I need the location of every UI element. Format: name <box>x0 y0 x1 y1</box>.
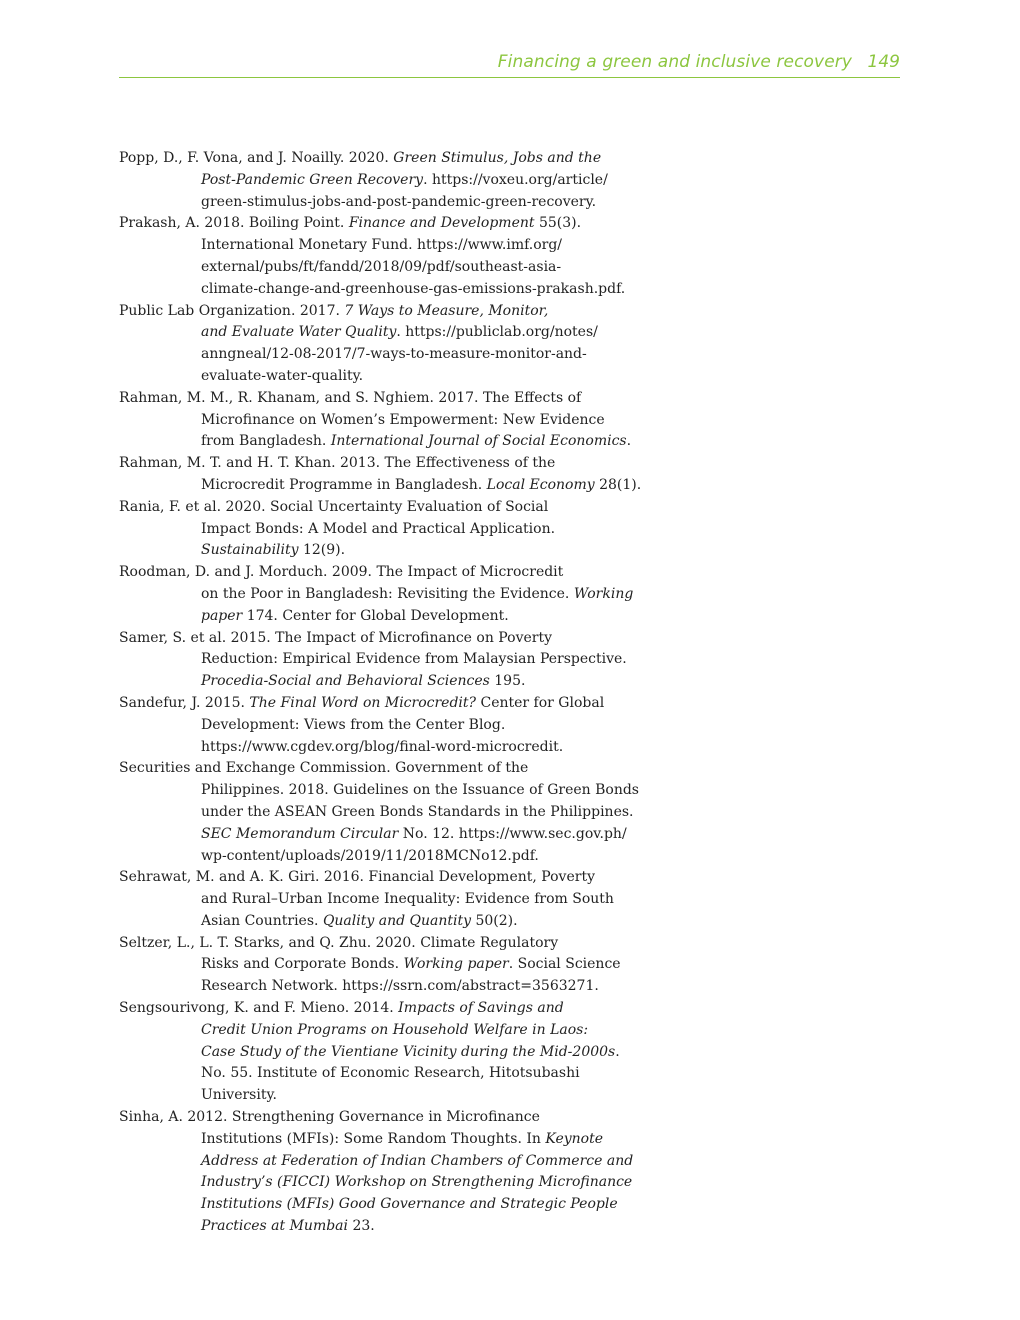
reference-line <box>160 846 619 868</box>
reference-text: climate-change-and-greenhouse-gas-emissions-prakash.pdf. <box>201 280 626 297</box>
reference-text: Rahman, M. T. and H. T. Khan. 2013. The Effectiveness of the <box>119 455 556 472</box>
reference-italic-text: Procedia-Social and Behavioral Sciences <box>201 673 490 690</box>
reference-line <box>160 410 619 432</box>
reference-italic-text: Sustainability <box>201 542 299 559</box>
reference-text: Sinha, A. 2012. Strengthening Governance in Microfinance <box>119 1109 540 1126</box>
reference-text: 12(9). <box>298 542 346 559</box>
reference-line <box>160 954 619 976</box>
reference-line <box>160 1216 619 1238</box>
reference-text: 174. Center for Global Development. <box>242 607 509 624</box>
reference-italic-text: Quality and Quantity <box>322 912 471 929</box>
reference-text: Center for Global <box>476 694 605 711</box>
reference-line <box>160 366 619 388</box>
reference-text: Rania, F. et al. 2020. Social Uncertainty Evaluation of Social <box>119 498 549 515</box>
reference-italic-text: Finance and Development <box>348 215 535 232</box>
reference-line <box>160 431 632 453</box>
reference-text: Research Network. https://ssrn.com/abstract=3563271. <box>201 978 599 995</box>
reference-entry <box>119 148 619 213</box>
reference-line <box>160 1063 619 1085</box>
reference-line <box>160 279 626 301</box>
reference-text: No. 12. https://www.sec.gov.ph/ <box>398 825 627 842</box>
reference-text: . <box>615 1043 620 1060</box>
reference-text: . https://publiclab.org/notes/ <box>396 324 598 341</box>
reference-line <box>160 192 619 214</box>
reference-line <box>160 170 619 192</box>
reference-text: 50(2). <box>471 912 518 929</box>
reference-entry <box>119 388 632 453</box>
reference-line <box>160 824 627 846</box>
reference-text: 55(3). <box>534 215 582 232</box>
reference-line <box>160 1042 619 1064</box>
reference-line <box>160 802 634 824</box>
reference-text: . <box>626 433 632 450</box>
reference-line <box>160 780 639 802</box>
reference-line <box>160 475 642 497</box>
reference-line <box>160 519 619 541</box>
reference-line <box>119 497 619 519</box>
reference-text: Sehrawat, M. and A. K. Giri. 2016. Financial Development, Poverty <box>119 869 595 886</box>
reference-italic-text: 7 Ways to Measure, Monitor, <box>344 302 549 319</box>
reference-italic-text: paper <box>201 607 243 624</box>
reference-line <box>160 649 627 671</box>
reference-line <box>160 1020 619 1042</box>
reference-entry <box>119 933 619 998</box>
reference-text: Reduction: Empirical Evidence from Malaysian Perspective. <box>201 651 627 668</box>
reference-line <box>119 758 619 780</box>
reference-text: Sengsourivong, K. and F. Mieno. 2014. <box>119 1000 399 1017</box>
reference-italic-text: Post-Pandemic Green Recovery <box>201 171 424 188</box>
reference-text: https://www.cgdev.org/blog/final-word-microcredit. <box>201 738 564 755</box>
reference-line <box>160 889 619 911</box>
reference-text: Public Lab Organization. 2017. <box>119 302 345 319</box>
reference-line <box>160 737 619 759</box>
reference-text: 23. <box>348 1218 375 1235</box>
reference-text: Popp, D., F. Vona, and J. Noailly. 2020. <box>119 150 394 166</box>
reference-text: Rahman, M. M., R. Khanam, and S. Nghiem. 2017. The Effects of <box>119 389 582 406</box>
reference-italic-text: International Journal of Social Economics <box>330 433 627 450</box>
reference-text: external/pubs/ft/fandd/2018/09/pdf/southeast-asia- <box>201 258 562 275</box>
reference-line <box>160 322 619 344</box>
reference-italic-text: Institutions (MFIs) Good Governance and Strategic People <box>201 1196 618 1213</box>
reference-line <box>160 671 619 693</box>
reference-entry <box>119 301 619 388</box>
reference-text: 195. <box>489 673 526 690</box>
reference-italic-text: Case Study of the Vientiane Vicinity during the Mid-2000s <box>201 1043 616 1060</box>
reference-line <box>119 867 619 889</box>
reference-italic-text: Industry’s (FICCI) Workshop on Strengthening Microfinance <box>201 1174 633 1191</box>
reference-entry <box>119 628 627 693</box>
reference-text: evaluate-water-quality. <box>201 367 364 384</box>
reference-line <box>160 257 619 279</box>
reference-line <box>160 1194 619 1216</box>
reference-entry <box>119 867 619 932</box>
reference-italic-text: and Evaluate Water Quality <box>201 324 397 341</box>
reference-text: Institutions (MFIs): Some Random Thoughts. In <box>201 1130 546 1147</box>
reference-text: from Bangladesh. <box>201 433 331 450</box>
reference-text: anngneal/12-08-2017/7-ways-to-measure-monitor-and- <box>201 346 587 363</box>
reference-text: Securities and Exchange Commission. Government of the <box>119 760 529 777</box>
reference-entry <box>119 562 634 627</box>
reference-line <box>160 344 619 366</box>
reference-text: Seltzer, L., L. T. Starks, and Q. Zhu. 2020. Climate Regulatory <box>119 934 559 951</box>
reference-text: Impact Bonds: A Model and Practical Application. <box>201 520 556 537</box>
reference-italic-text: The Final Word on Microcredit? <box>249 694 477 711</box>
reference-line <box>119 301 619 323</box>
reference-italic-text: Green Stimulus, Jobs and the <box>393 150 602 166</box>
reference-italic-text: Impacts of Savings and <box>398 1000 564 1017</box>
reference-line <box>119 1107 619 1129</box>
reference-italic-text: Address at Federation of Indian Chambers of Commerce and <box>201 1152 634 1169</box>
reference-line <box>160 1085 619 1107</box>
reference-line <box>160 1151 634 1173</box>
reference-text: International Monetary Fund. https://www.imf.org/ <box>201 237 563 254</box>
reference-line <box>160 911 619 933</box>
reference-entry <box>119 1107 634 1238</box>
reference-entry <box>119 998 619 1107</box>
reference-italic-text: Working paper <box>403 956 509 973</box>
reference-line <box>119 148 619 170</box>
reference-italic-text: Local Economy <box>486 476 595 493</box>
reference-text: Roodman, D. and J. Morduch. 2009. The Impact of Microcredit <box>119 564 564 581</box>
reference-entry <box>119 213 626 300</box>
reference-line <box>160 540 619 562</box>
reference-entry <box>119 758 639 867</box>
reference-list <box>119 148 642 1238</box>
reference-text: . Social Science <box>508 956 621 973</box>
reference-entry <box>119 497 619 562</box>
reference-entry <box>119 453 642 497</box>
reference-line <box>160 715 619 737</box>
reference-text: Samer, S. et al. 2015. The Impact of Microfinance on Poverty <box>119 629 553 646</box>
reference-text: Microcredit Programme in Bangladesh. <box>201 476 487 493</box>
reference-line <box>160 235 619 257</box>
reference-text: Microfinance on Women’s Empowerment: New Evidence <box>201 411 605 428</box>
reference-line <box>119 388 619 410</box>
reference-text: University. <box>201 1087 277 1104</box>
reference-text: Sandefur, J. 2015. <box>119 694 250 711</box>
reference-text: Risks and Corporate Bonds. <box>201 956 404 973</box>
reference-italic-text: SEC Memorandum Circular <box>201 825 399 842</box>
reference-line <box>160 976 619 998</box>
reference-line <box>160 1172 633 1194</box>
reference-text: green-stimulus-jobs-and-post-pandemic-green-recovery. <box>201 193 597 210</box>
reference-line <box>119 933 619 955</box>
reference-text: under the ASEAN Green Bonds Standards in the Philippines. <box>201 803 634 820</box>
reference-italic-text: Keynote <box>545 1130 604 1147</box>
reference-text: . https://voxeu.org/article/ <box>423 171 608 188</box>
reference-line <box>119 562 619 584</box>
reference-line <box>119 213 619 235</box>
reference-text: No. 55. Institute of Economic Research, Hitotsubashi <box>201 1065 580 1082</box>
reference-italic-text: Credit Union Programs on Household Welfare in Laos: <box>201 1021 589 1038</box>
reference-line <box>160 1129 619 1151</box>
reference-text: on the Poor in Bangladesh: Revisiting the Evidence. <box>201 585 574 602</box>
reference-italic-text: Working <box>573 585 634 602</box>
reference-text: Asian Countries. <box>201 912 323 929</box>
reference-line <box>119 453 619 475</box>
reference-italic-text: Practices at Mumbai <box>201 1218 348 1235</box>
running-header <box>119 50 900 78</box>
reference-line <box>119 693 619 715</box>
page-number: 149 <box>867 52 900 72</box>
reference-text: Philippines. 2018. Guidelines on the Issuance of Green Bonds <box>201 782 639 799</box>
reference-text: Development: Views from the Center Blog. <box>201 716 506 733</box>
reference-line <box>119 628 619 650</box>
reference-text: and Rural–Urban Income Inequality: Evidence from South <box>201 891 614 908</box>
reference-text: Prakash, A. 2018. Boiling Point. <box>119 215 349 232</box>
running-header-title: Financing a green and inclusive recovery <box>497 52 852 72</box>
reference-text: 28(1). <box>594 476 642 493</box>
reference-line <box>160 606 619 628</box>
reference-line <box>160 584 634 606</box>
reference-line <box>119 998 619 1020</box>
reference-entry <box>119 693 619 758</box>
reference-text: wp-content/uploads/2019/11/2018MCNo12.pdf. <box>201 847 539 864</box>
